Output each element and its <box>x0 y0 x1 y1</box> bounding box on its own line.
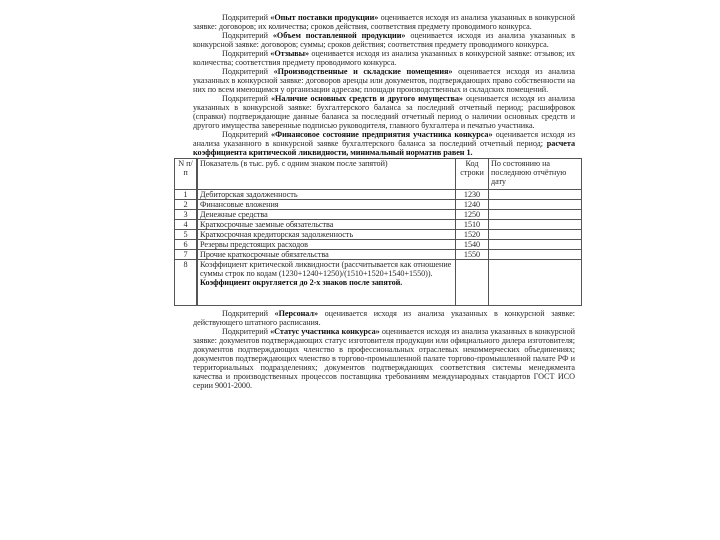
ratio-formula: Коэффициент критической ликвидности (рассчитывается как отношение суммы строк по кодам (1230+1240+1250)/(1510+1520+1540+1550)). <box>200 260 452 278</box>
row-num: 6 <box>175 240 198 250</box>
table-row <box>175 240 582 250</box>
row-indicator: Резервы предстоящих расходов <box>197 240 456 250</box>
row-num: 4 <box>175 220 198 230</box>
row-num: 8 <box>175 260 198 306</box>
row-code: 1550 <box>456 250 489 260</box>
paragraph-supply-volume: Подкритерий «Объем поставленной продукции» оценивается исходя из анализа указанных в конкурсной заявке: договоров; суммы; сроков действия; соответствия предмету проводимого конкурса. <box>193 31 575 49</box>
row-indicator: Дебиторская задолженность <box>197 190 456 200</box>
table-row-liquidity-ratio <box>175 260 582 306</box>
criterion-title: «Персонал» <box>274 309 318 318</box>
row-value <box>489 200 582 210</box>
criterion-title: «Производственные и складские помещения» <box>273 67 453 76</box>
paragraph-financial-state: Подкритерий «Финансовое состояние предприятия участника конкурса» оценивается исходя из анализа указанного в конкурсной заявке бухгалтерского баланса за последний отчетный период; расчета коэффициента критической ликвидности, минимальный норматив равен 1. <box>193 130 575 157</box>
row-code: 1240 <box>456 200 489 210</box>
row-num: 2 <box>175 200 198 210</box>
paragraph-supply-experience: Подкритерий «Опыт поставки продукции» оценивается исходя из анализа указанных в конкурсной заявке: договоров; их количества; сроков действия, соответствия предмету проводимого конкурса. <box>193 13 575 31</box>
row-value <box>489 210 582 220</box>
row-num: 7 <box>175 250 198 260</box>
criterion-title: «Отзывы» <box>270 49 310 58</box>
criterion-title: «Опыт поставки продукции» <box>270 13 379 22</box>
table-row <box>175 190 582 200</box>
row-value <box>489 230 582 240</box>
row-value <box>489 260 582 306</box>
ratio-rounding-note: Коэффициент округляется до 2-х знаков после запятой. <box>200 278 403 287</box>
row-indicator: Денежные средства <box>197 210 456 220</box>
table-row <box>175 200 582 210</box>
row-num: 5 <box>175 230 198 240</box>
table-row <box>175 210 582 220</box>
header-indicator: Показатель (в тыс. руб. с одним знаком после запятой) <box>197 159 456 190</box>
row-code: 1510 <box>456 220 489 230</box>
row-num: 3 <box>175 210 198 220</box>
row-num: 1 <box>175 190 198 200</box>
row-indicator: Прочие краткосрочные обязательства <box>197 250 456 260</box>
header-value: По состоянию на последнюю отчётную дату <box>489 159 582 190</box>
document-page <box>178 13 575 390</box>
row-code: 1520 <box>456 230 489 240</box>
paragraph-reviews: Подкритерий «Отзывы» оценивается исходя из анализа указанных в конкурсной заявке: отзывов; их количества; соответствия предмету проводимого конкурса. <box>193 49 575 67</box>
paragraph-fixed-assets: Подкритерий «Наличие основных средств и другого имущества» оценивается исходя из анализа указанных в конкурсной заявке: бухгалтерского баланса за последний отчетный период; расшифровок (справки) подтверждающие данные баланса за последний отчетный период о наличии основных средств и другого имущества заверенные подписью руководителя, главного бухгалтера и печатью участника. <box>193 94 575 130</box>
paragraph-participant-status: Подкритерий «Статус участника конкурса» оценивается исходя из анализа указанных в конкурсной заявке: документов подтверждающих статус изготовителя продукции или официального дилера изготовителя; документов подтверждающих членство в профессиональных отраслевых некоммерческих объединениях; документов подтверждающих членство в торгово-промышленной палате торгово-промышленной палате РФ и территориальных подразделениях; документов подтверждающих соответствия системы менеджмента качества и производственных процессов поставщика требованиям международных стандартов ГОСТ ИСО серии 9001-2000. <box>193 327 575 390</box>
table-row <box>175 220 582 230</box>
paragraph-premises: Подкритерий «Производственные и складские помещения» оценивается исходя из анализа указанных в конкурсной заявке: договоров аренды или документов, подтверждающих право собственности на них по всем имеющимся у организации адресам; площади производственных и складских помещений. <box>193 67 575 94</box>
row-code <box>456 260 489 306</box>
paragraph-personnel: Подкритерий «Персонал» оценивается исходя из анализа указанных в конкурсной заявке: действующего штатного расписания. <box>193 309 575 327</box>
table-header-row <box>175 159 582 190</box>
row-value <box>489 240 582 250</box>
row-indicator <box>197 260 456 306</box>
row-value <box>489 190 582 200</box>
criterion-title: «Объем поставленной продукции» <box>272 31 406 40</box>
criterion-title: «Наличие основных средств и другого имущества» <box>270 94 463 103</box>
row-indicator: Краткосрочная кредиторская задолженность <box>197 230 456 240</box>
row-code: 1540 <box>456 240 489 250</box>
criterion-title: «Статус участника конкурса» <box>270 327 380 336</box>
liquidity-table <box>174 158 582 306</box>
header-code: Код строки <box>456 159 489 190</box>
row-indicator: Краткосрочные заемные обязательства <box>197 220 456 230</box>
row-value <box>489 220 582 230</box>
liquidity-requirement: расчета коэффициента критической ликвидности, минимальный норматив равен 1. <box>193 139 575 157</box>
row-code: 1250 <box>456 210 489 220</box>
row-value <box>489 250 582 260</box>
table-row <box>175 250 582 260</box>
table-row <box>175 230 582 240</box>
criterion-title: «Финансовое состояние предприятия участника конкурса» <box>271 130 493 139</box>
row-code: 1230 <box>456 190 489 200</box>
header-num: N п/п <box>175 159 198 190</box>
row-indicator: Финансовые вложения <box>197 200 456 210</box>
